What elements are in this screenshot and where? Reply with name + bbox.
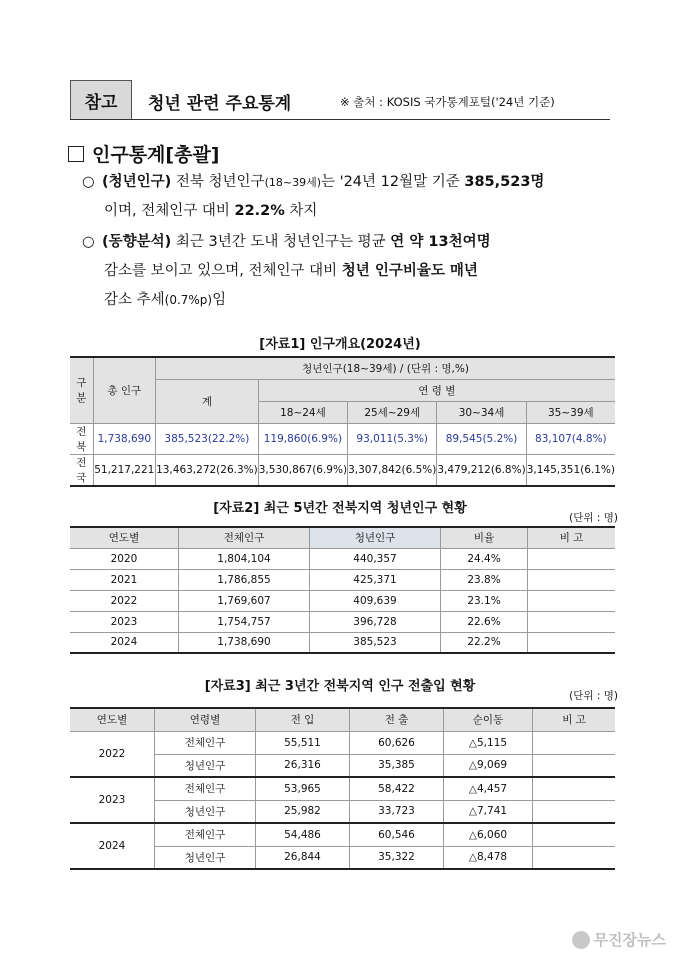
cell-age-group: 청년인구 [155, 800, 256, 823]
cell-year: 2022 [70, 590, 179, 611]
header-age-30-34: 30~34세 [437, 401, 526, 423]
cell-move-out: 60,546 [350, 823, 444, 846]
cell-age-group: 전체인구 [155, 823, 256, 846]
bullet-trend-analysis [82, 228, 622, 315]
population-overview-table [70, 356, 615, 487]
cell-move-in: 26,316 [256, 754, 350, 777]
table-row [70, 590, 615, 611]
cell-sum: 13,463,272(26.3%) [156, 454, 259, 486]
cell-move-in: 26,844 [256, 846, 350, 869]
table-row [70, 823, 615, 846]
cell-value: 3,479,212(6.8%) [437, 454, 526, 486]
cell-youth: 396,728 [310, 611, 441, 632]
cell-total: 1,738,690 [179, 632, 310, 653]
circle-bullet-icon: ○ [82, 174, 95, 190]
header-year: 연도별 [70, 708, 155, 731]
table3-unit: (단위 : 명) [569, 690, 618, 702]
cell-youth: 440,357 [310, 548, 441, 569]
bullet-text: 는 '24년 12월말 기준 [320, 174, 465, 190]
header-sum: 계 [156, 379, 259, 423]
cell-value: 3,145,351(6.1%) [526, 454, 615, 486]
bullet-small-text: (18~39세) [264, 176, 321, 189]
circle-bullet-icon: ○ [82, 234, 95, 250]
cell-total: 1,769,607 [179, 590, 310, 611]
cell-year: 2021 [70, 569, 179, 590]
cell-age-group: 청년인구 [155, 754, 256, 777]
cell-net: △5,115 [444, 731, 533, 754]
cell-move-out: 35,322 [350, 846, 444, 869]
cell-remarks [528, 611, 616, 632]
cell-sum: 385,523(22.2%) [156, 423, 259, 454]
header-total-population: 총 인구 [93, 357, 156, 423]
bullet-youth-population [82, 168, 622, 226]
source-note: ※ 출처 : KOSIS 국가통계포털('24년 기준) [340, 95, 555, 109]
header-remarks: 비 고 [533, 708, 616, 731]
cell-age-group: 청년인구 [155, 846, 256, 869]
cell-value: 3,307,842(6.5%) [348, 454, 437, 486]
bullet-text: 이며, 전체인구 대비 [104, 203, 235, 219]
header-total-population: 전체인구 [179, 527, 310, 548]
cell-total: 51,217,221 [93, 454, 156, 486]
header-age-group: 연령별 [155, 708, 256, 731]
news-logo-icon [572, 931, 590, 949]
header-move-out: 전 출 [350, 708, 444, 731]
header-age-25-29: 25세~29세 [348, 401, 437, 423]
cell-year: 2024 [70, 823, 155, 869]
header-age-group: 연 령 별 [258, 379, 615, 401]
bullet-text: 차지 [284, 203, 318, 219]
bullet-bold: 연 약 13천여명 [390, 234, 491, 250]
row-label: 전 국 [70, 454, 93, 486]
table-row [70, 777, 615, 800]
bullet-bold: 청년 인구비율도 매년 [341, 263, 478, 279]
section-title: 인구통계[총괄] [92, 144, 220, 166]
table-row [70, 611, 615, 632]
cell-age-group: 전체인구 [155, 731, 256, 754]
bullet-bold: 22.2% [234, 203, 285, 219]
row-label: 전 북 [70, 423, 93, 454]
cell-total: 1,804,104 [179, 548, 310, 569]
cell-year: 2023 [70, 611, 179, 632]
cell-net: △8,478 [444, 846, 533, 869]
cell-year: 2023 [70, 777, 155, 823]
bullet-lead: (동향분석) [102, 234, 172, 250]
cell-year: 2020 [70, 548, 179, 569]
header-age-18-24: 18~24세 [258, 401, 347, 423]
section-heading [68, 140, 220, 167]
header-youth-population: 청년인구(18~39세) / (단위 : 명,%) [156, 357, 615, 379]
cell-ratio: 22.6% [441, 611, 528, 632]
cell-remarks [533, 846, 616, 869]
table-row [70, 454, 615, 486]
watermark [572, 929, 666, 950]
cell-ratio: 22.2% [441, 632, 528, 653]
cell-remarks [528, 632, 616, 653]
header-divider [70, 119, 610, 120]
cell-remarks [533, 777, 616, 800]
table-row [70, 632, 615, 653]
cell-move-in: 25,982 [256, 800, 350, 823]
cell-net: △9,069 [444, 754, 533, 777]
table3-caption: [자료3] 최근 3년간 전북지역 인구 전출입 현황 [204, 679, 476, 694]
reference-tag-label: 참고 [84, 92, 118, 113]
header-youth-population: 청년인구 [310, 527, 441, 548]
cell-youth: 385,523 [310, 632, 441, 653]
cell-move-out: 58,422 [350, 777, 444, 800]
checkbox-square-icon [68, 146, 84, 162]
cell-move-in: 55,511 [256, 731, 350, 754]
bullet-bold: 385,523명 [464, 174, 545, 190]
cell-total: 1,786,855 [179, 569, 310, 590]
cell-value: 89,545(5.2%) [437, 423, 526, 454]
table-row [70, 423, 615, 454]
cell-ratio: 23.8% [441, 569, 528, 590]
cell-remarks [528, 548, 616, 569]
cell-ratio: 24.4% [441, 548, 528, 569]
cell-move-in: 54,486 [256, 823, 350, 846]
header-gubun: 구 분 [70, 357, 93, 423]
table2-unit: (단위 : 명) [569, 512, 618, 524]
bullet-text: 감소를 보이고 있으며, 전체인구 대비 [104, 263, 342, 279]
cell-age-group: 전체인구 [155, 777, 256, 800]
bullet-small-text: (0.7%p) [164, 293, 213, 307]
cell-value: 3,530,867(6.9%) [258, 454, 347, 486]
table2-caption: [자료2] 최근 5년간 전북지역 청년인구 현황 [213, 501, 467, 516]
table-row [70, 569, 615, 590]
cell-net: △6,060 [444, 823, 533, 846]
cell-move-out: 35,385 [350, 754, 444, 777]
bullet-text: 임 [212, 292, 227, 308]
bullet-text: 최근 3년간 도내 청년인구는 평균 [171, 234, 391, 250]
header-move-in: 전 입 [256, 708, 350, 731]
cell-value: 83,107(4.8%) [526, 423, 615, 454]
migration-3yr-table [70, 707, 615, 870]
cell-value: 93,011(5.3%) [348, 423, 437, 454]
cell-remarks [528, 569, 616, 590]
bullet-text: 전북 청년인구 [171, 174, 265, 190]
header-age-35-39: 35~39세 [526, 401, 615, 423]
cell-total: 1,754,757 [179, 611, 310, 632]
header-ratio: 비율 [441, 527, 528, 548]
header-net-migration: 순이동 [444, 708, 533, 731]
cell-remarks [533, 754, 616, 777]
cell-move-in: 53,965 [256, 777, 350, 800]
page-title: 청년 관련 주요통계 [148, 94, 292, 114]
cell-total: 1,738,690 [93, 423, 156, 454]
header-remarks: 비 고 [528, 527, 616, 548]
cell-remarks [528, 590, 616, 611]
cell-ratio: 23.1% [441, 590, 528, 611]
cell-year: 2024 [70, 632, 179, 653]
header-year: 연도별 [70, 527, 179, 548]
cell-youth: 425,371 [310, 569, 441, 590]
cell-net: △4,457 [444, 777, 533, 800]
cell-year: 2022 [70, 731, 155, 777]
youth-population-5yr-table [70, 526, 615, 654]
bullet-lead: (청년인구) [102, 174, 172, 190]
cell-remarks [533, 823, 616, 846]
cell-value: 119,860(6.9%) [258, 423, 347, 454]
table-row [70, 548, 615, 569]
bullet-text: 감소 추세 [104, 292, 165, 308]
cell-youth: 409,639 [310, 590, 441, 611]
cell-remarks [533, 800, 616, 823]
cell-remarks [533, 731, 616, 754]
table1-caption: [자료1] 인구개요(2024년) [259, 337, 421, 352]
watermark-text: 무진장뉴스 [593, 931, 666, 949]
cell-net: △7,741 [444, 800, 533, 823]
cell-move-out: 60,626 [350, 731, 444, 754]
cell-move-out: 33,723 [350, 800, 444, 823]
table-row [70, 731, 615, 754]
reference-tag [70, 80, 132, 120]
